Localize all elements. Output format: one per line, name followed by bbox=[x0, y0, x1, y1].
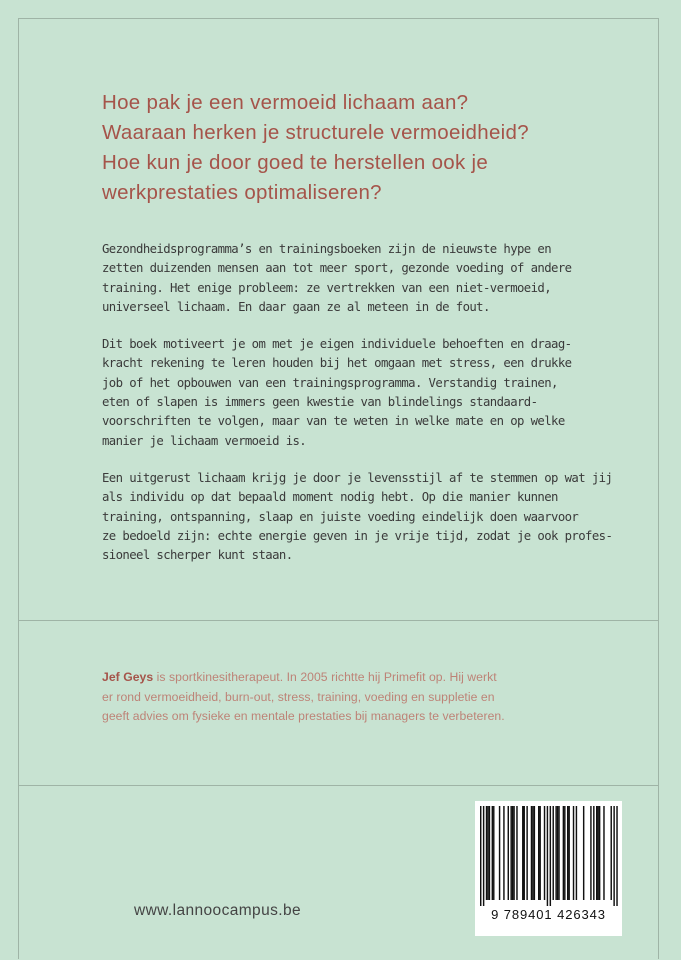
blurb-line: kracht rekening te leren houden bij het omgaan met stress, een drukke bbox=[102, 356, 572, 371]
barcode-bar bbox=[538, 806, 539, 900]
barcode-bar bbox=[522, 806, 523, 900]
barcode-bar bbox=[524, 806, 525, 900]
blurb-line: training, ontspanning, slaap en juiste voeding eindelijk doen waarvoor bbox=[102, 509, 579, 524]
headline-line: werkprestaties optimaliseren? bbox=[102, 181, 382, 204]
blurb-line: Een uitgerust lichaam krijg je door je levensstijl af te stemmen op wat jij bbox=[102, 470, 613, 485]
blurb-line: sioneel scherper kunt staan. bbox=[102, 548, 293, 563]
barcode-bar bbox=[583, 806, 584, 900]
author-bio-line: er rond vermoeidheid, burn-out, stress, training, voeding en suppletie en bbox=[102, 689, 495, 704]
barcode-bar bbox=[564, 806, 565, 900]
barcode-bar bbox=[486, 806, 487, 900]
barcode-bar bbox=[487, 806, 488, 900]
barcode-bar bbox=[573, 806, 574, 900]
headline-questions bbox=[102, 88, 622, 208]
barcode-bar bbox=[534, 806, 535, 900]
divider-top bbox=[18, 620, 659, 621]
barcode-bar bbox=[503, 806, 504, 900]
barcode-bar bbox=[576, 806, 577, 900]
blurb-line: ze bedoeld zijn: echte energie geven in je vrije tijd, zodat je ook profes- bbox=[102, 528, 613, 543]
barcode-bar bbox=[553, 806, 554, 900]
blurb-paragraph-3 bbox=[102, 469, 613, 565]
blurb-line: manier je lichaam vermoeid is. bbox=[102, 433, 307, 448]
barcode-bar bbox=[611, 806, 612, 900]
blurb-line: zetten duizenden mensen aan tot meer sport, gezonde voeding of andere bbox=[102, 261, 572, 276]
author-bio bbox=[102, 668, 602, 727]
barcode-bar bbox=[599, 806, 600, 900]
barcode-bar bbox=[568, 806, 569, 900]
barcode-bar bbox=[544, 806, 545, 900]
headline-line: Waaraan herken je structurele vermoeidheid? bbox=[102, 121, 529, 144]
barcode-bar bbox=[597, 806, 598, 900]
barcode-bar bbox=[489, 806, 490, 900]
barcode-guard-bar bbox=[480, 806, 481, 906]
barcode-bar bbox=[512, 806, 513, 900]
barcode-bar bbox=[508, 806, 509, 900]
blurb-body bbox=[102, 240, 613, 583]
divider-bottom bbox=[18, 785, 659, 786]
headline-line: Hoe pak je een vermoeid lichaam aan? bbox=[102, 91, 469, 114]
publisher-website: www.lannoocampus.be bbox=[134, 902, 301, 919]
blurb-line: Gezondheidsprogramma’s en trainingsboeken zijn de nieuwste hype en bbox=[102, 242, 552, 256]
barcode-guard-bar bbox=[550, 806, 551, 906]
barcode-bar bbox=[510, 806, 511, 900]
barcode-bar bbox=[493, 806, 494, 900]
barcode-bar bbox=[557, 806, 558, 900]
barcode-bar bbox=[558, 806, 559, 900]
barcode-bar bbox=[603, 806, 604, 900]
blurb-line: eten of slapen is immers geen kwestie van blindelings standaard- bbox=[102, 395, 538, 410]
barcode-bar bbox=[526, 806, 527, 900]
barcode-bar bbox=[539, 806, 540, 900]
blurb-line: training. Het enige probleem: ze vertrekken van een niet-vermoeid, bbox=[102, 280, 552, 295]
barcode-guard-bar bbox=[613, 806, 614, 906]
author-name: Jef Geys bbox=[102, 670, 154, 684]
barcode-guard-bar bbox=[547, 806, 548, 906]
author-bio-text: is sportkinesitherapeut. In 2005 richtte hij Primefit op. Hij werkt bbox=[153, 670, 497, 684]
blurb-line: job of het opbouwen van een trainingsprogramma. Verstandig trainen, bbox=[102, 375, 558, 390]
barcode-bar bbox=[516, 806, 517, 900]
barcode-bar bbox=[590, 806, 591, 900]
blurb-paragraph-1 bbox=[102, 240, 572, 317]
barcode-bar bbox=[532, 806, 533, 900]
barcode-bar bbox=[563, 806, 564, 900]
isbn-digits: 9 789401 426343 bbox=[491, 907, 606, 922]
barcode-bar bbox=[567, 806, 568, 900]
barcode-guard-bar bbox=[483, 806, 484, 906]
blurb-paragraph-2 bbox=[102, 335, 572, 451]
barcode-bar bbox=[531, 806, 532, 900]
blurb-line: als individu op dat bepaald moment nodig hebt. Op die manier kunnen bbox=[102, 490, 558, 505]
blurb-line: Dit boek motiveert je om met je eigen individuele behoeften en draag- bbox=[102, 337, 572, 352]
barcode-bar bbox=[555, 806, 556, 900]
barcode-bar bbox=[596, 806, 597, 900]
blurb-line: voorschriften te volgen, maar van te weten in welke mate en op welke bbox=[102, 414, 565, 429]
barcode-guard-bar bbox=[616, 806, 617, 906]
author-bio-line bbox=[102, 668, 602, 688]
barcode-bar bbox=[593, 806, 594, 900]
author-bio-line: geeft advies om fysieke en mentale prestaties bij managers te verbeteren. bbox=[102, 709, 505, 723]
barcode-bar bbox=[513, 806, 514, 900]
barcode-bar bbox=[499, 806, 500, 900]
barcode-bar bbox=[492, 806, 493, 900]
isbn-barcode bbox=[475, 801, 622, 936]
blurb-line: universeel lichaam. En daar gaan ze al meteen in de fout. bbox=[102, 299, 490, 314]
headline-line: Hoe kun je door goed te herstellen ook je bbox=[102, 151, 489, 174]
barcode-bars bbox=[479, 806, 618, 906]
